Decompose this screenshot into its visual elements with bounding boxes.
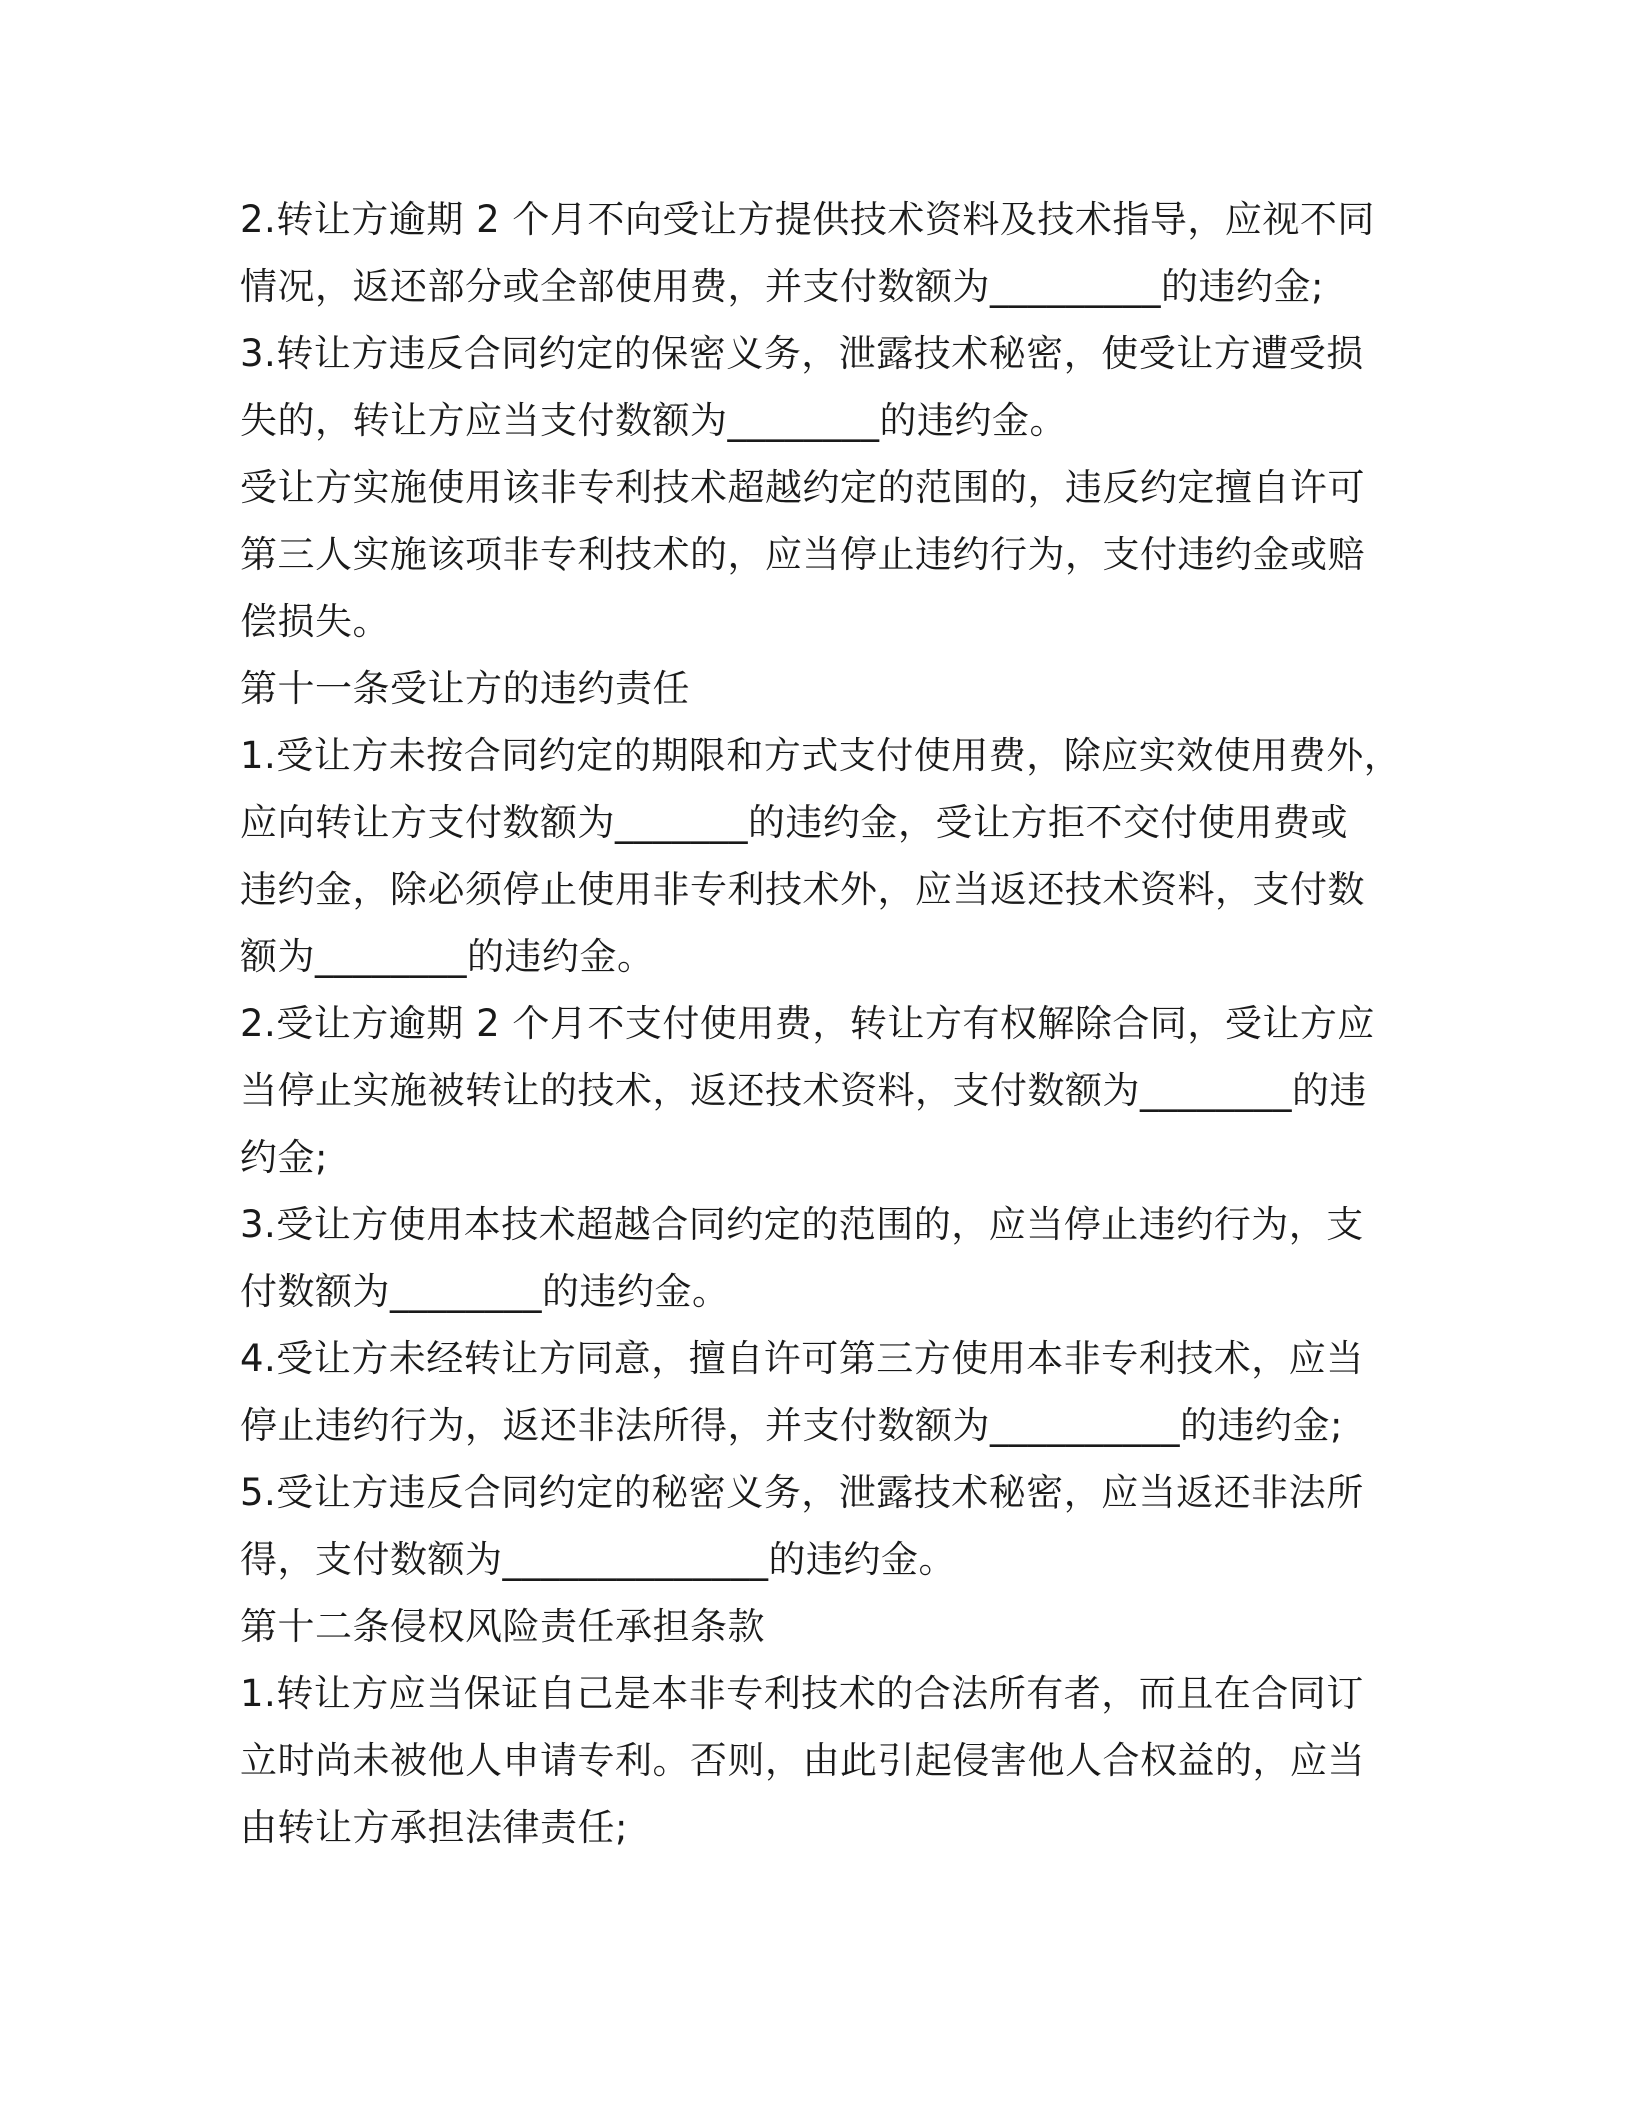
text-line: 得，支付数额为______________的违约金。 — [240, 1538, 956, 1581]
text-line: 当停止实施被转让的技术，返还技术资料，支付数额为________的违 — [240, 1069, 1367, 1112]
text-line: 额为________的违约金。 — [240, 935, 655, 978]
text-line: 5.受让方违反合同约定的秘密义务，泄露技术秘密，应当返还非法所 — [240, 1471, 1364, 1514]
text-line: 停止违约行为，返还非法所得，并支付数额为__________的违约金; — [240, 1404, 1343, 1447]
text-line: 约金; — [240, 1136, 328, 1179]
text-line: 1.转让方应当保证自己是本非专利技术的合法所有者，而且在合同订 — [240, 1672, 1364, 1715]
text-line: 3.受让方使用本技术超越合同约定的范围的，应当停止违约行为，支 — [240, 1203, 1364, 1246]
document-body — [240, 186, 1402, 1861]
text-line: 违约金，除必须停止使用非专利技术外，应当返还技术资料，支付数 — [240, 868, 1365, 911]
text-line: 2.转让方逾期 2 个月不向受让方提供技术资料及技术指导，应视不同 — [240, 198, 1375, 241]
text-line: 3.转让方违反合同约定的保密义务，泄露技术秘密，使受让方遭受损 — [240, 332, 1364, 375]
text-line: 4.受让方未经转让方同意，擅自许可第三方使用本非专利技术，应当 — [240, 1337, 1364, 1380]
text-line: 情况，返还部分或全部使用费，并支付数额为_________的违约金; — [240, 265, 1324, 308]
text-line: 付数额为________的违约金。 — [240, 1270, 730, 1313]
text-line: 失的，转让方应当支付数额为________的违约金。 — [240, 399, 1067, 442]
text-line: 偿损失。 — [240, 600, 390, 643]
text-line: 由转让方承担法律责任; — [240, 1806, 628, 1849]
text-line: 应向转让方支付数额为_______的违约金，受让方拒不交付使用费或 — [240, 801, 1348, 844]
text-line: 第三人实施该项非专利技术的，应当停止违约行为，支付违约金或赔 — [240, 533, 1365, 576]
section-heading: 第十二条侵权风险责任承担条款 — [240, 1605, 765, 1648]
text-line: 2.受让方逾期 2 个月不支付使用费，转让方有权解除合同，受让方应 — [240, 1002, 1375, 1045]
text-line: 1.受让方未按合同约定的期限和方式支付使用费，除应实效使用费外， — [240, 734, 1402, 777]
section-heading: 第十一条受让方的违约责任 — [240, 667, 690, 710]
text-line: 受让方实施使用该非专利技术超越约定的范围的，违反约定擅自许可 — [240, 466, 1365, 509]
text-line: 立时尚未被他人申请专利。否则，由此引起侵害他人合权益的，应当 — [240, 1739, 1365, 1782]
